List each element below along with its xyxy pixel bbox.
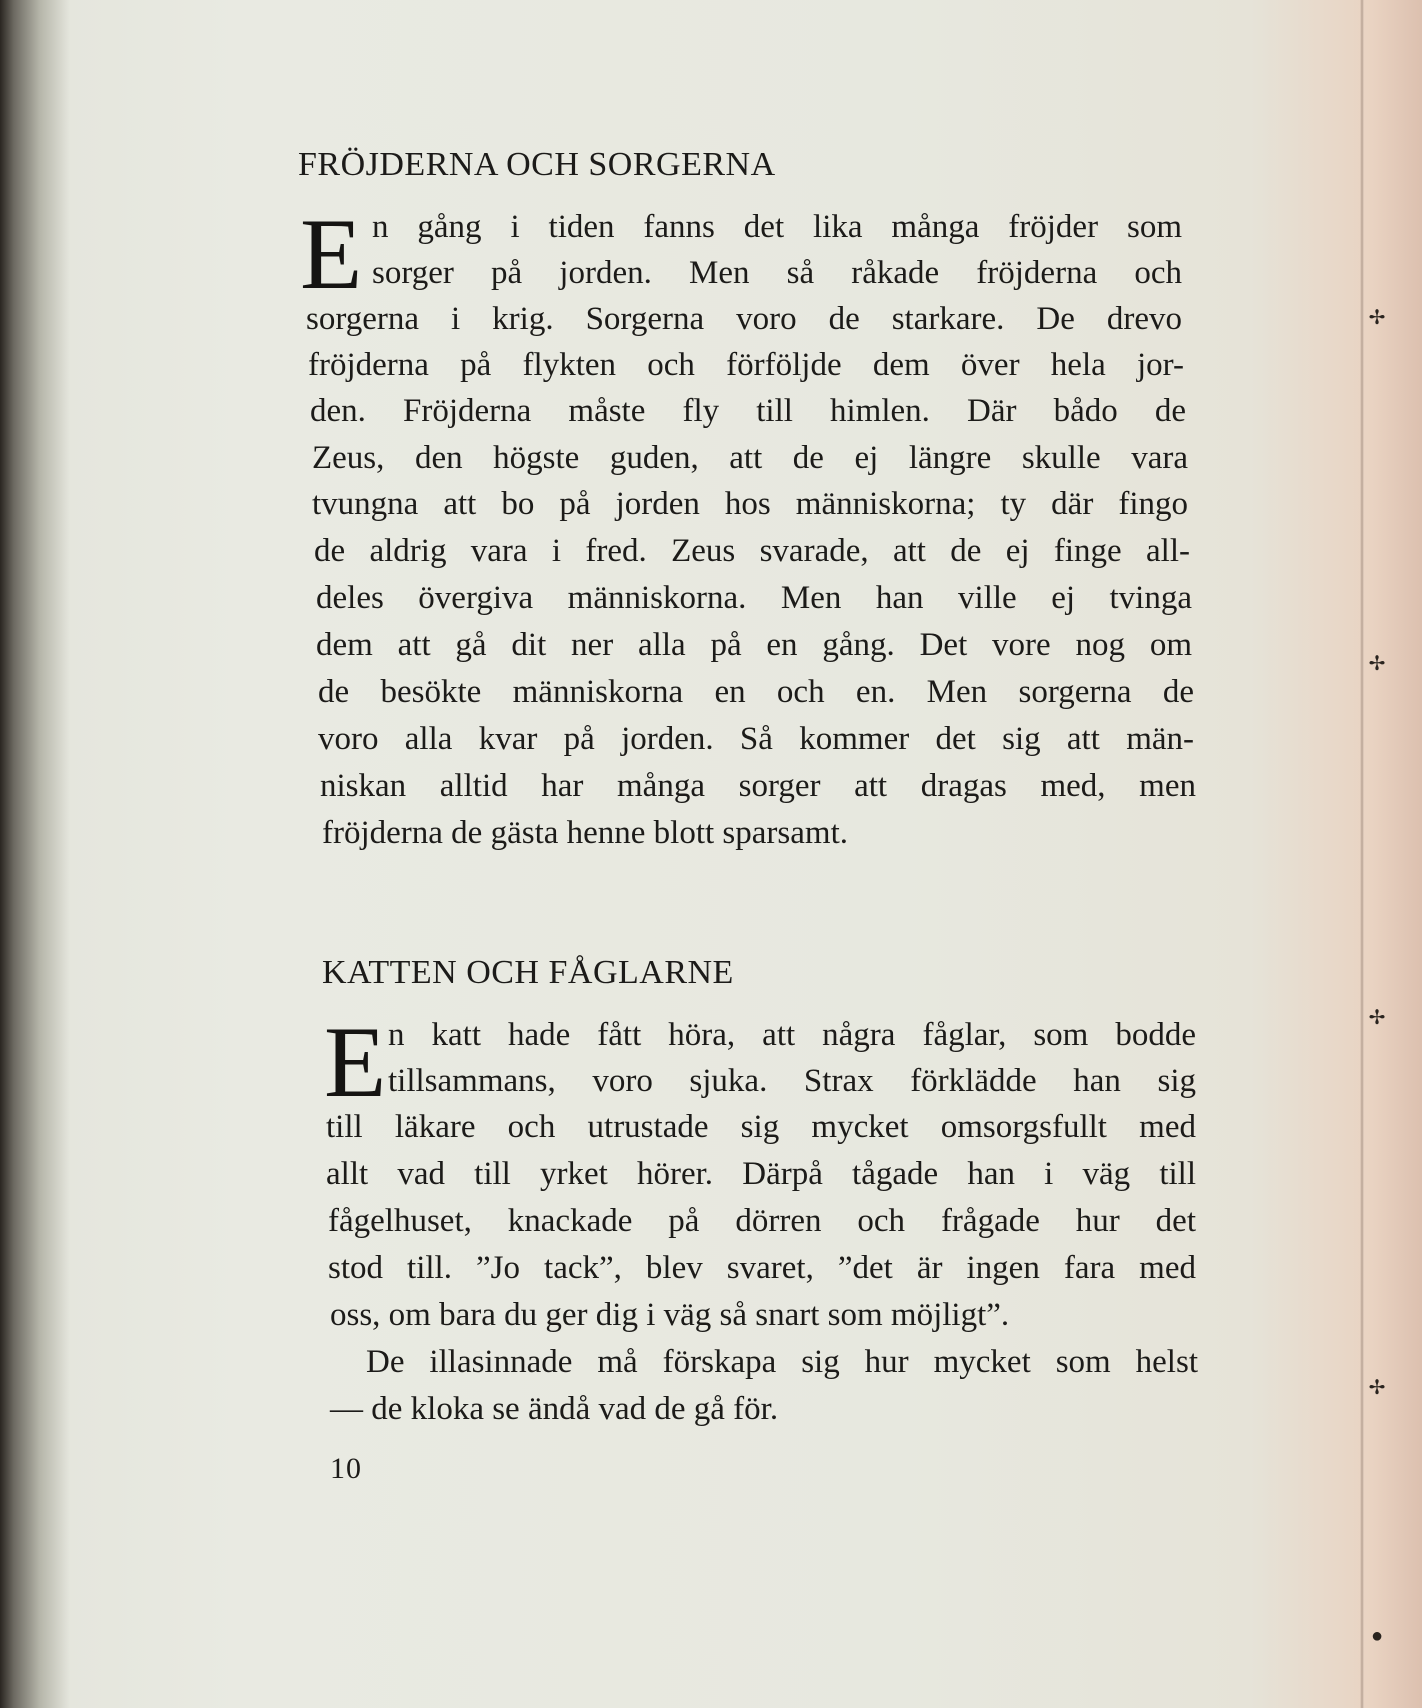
binding-stitch: ✢ [1368,307,1386,329]
story-line: dem att gå dit ner alla på en gång. Det vore nog om [316,627,1192,663]
story-line: Zeus, den högste guden, att de ej längre skulle vara [312,440,1188,476]
binding-stitch: ● [1370,1625,1384,1647]
story-line: fröjderna på flykten och förföljde dem över hela jor- [308,347,1184,383]
story-title-katten: KATTEN OCH FÅGLARNE [322,954,734,991]
story-line: oss, om bara du ger dig i väg så snart som möjligt”. [330,1297,1010,1333]
story-line: deles övergiva människorna. Men han ville ej tvinga [316,580,1192,616]
story-line: n katt hade fått höra, att några fåglar, som bodde [388,1017,1196,1053]
drop-cap: E [300,198,363,311]
story-line: sorger på jorden. Men så råkade fröjderna och [372,255,1182,291]
page-number: 10 [330,1452,362,1485]
story-line: niskan alltid har många sorger att dragas med, men [320,768,1196,804]
story-line: de besökte människorna en och en. Men sorgerna de [318,674,1194,710]
story-title-frojderna: FRÖJDERNA OCH SORGERNA [298,146,776,183]
story-line: allt vad till yrket hörer. Därpå tågade han i väg till [326,1156,1196,1192]
story-line: fågelhuset, knackade på dörren och frågade hur det [328,1203,1196,1239]
story-line: fröjderna de gästa henne blott sparsamt. [322,815,848,851]
story-line: De illasinnade må förskapa sig hur mycket som helst [366,1344,1198,1380]
story-line: stod till. ”Jo tack”, blev svaret, ”det är ingen fara med [328,1250,1196,1286]
story-line: sorgerna i krig. Sorgerna voro de starkare. De drevo [306,301,1182,337]
story-line: voro alla kvar på jorden. Så kommer det sig att män- [318,721,1194,757]
story-line: — de kloka se ändå vad de gå för. [330,1391,779,1427]
binding-stitch: ✢ [1368,653,1386,675]
book-gutter-shadow [0,0,70,1708]
story-line: de aldrig vara i fred. Zeus svarade, att de ej finge all- [314,533,1190,569]
binding-stitch: ✢ [1368,1007,1386,1029]
page-fold [1360,0,1364,1708]
drop-cap: E [324,1006,387,1119]
story-line: tvungna att bo på jorden hos människorna; ty där fingo [312,486,1188,522]
story-line: tillsammans, voro sjuka. Strax förklädde han sig [388,1063,1196,1099]
story-line: n gång i tiden fanns det lika många fröjder som [372,209,1182,245]
story-line: till läkare och utrustade sig mycket omsorgsfullt med [326,1109,1196,1145]
story-line: den. Fröjderna måste fly till himlen. Där bådo de [310,393,1186,429]
binding-stitch: ✢ [1368,1377,1386,1399]
